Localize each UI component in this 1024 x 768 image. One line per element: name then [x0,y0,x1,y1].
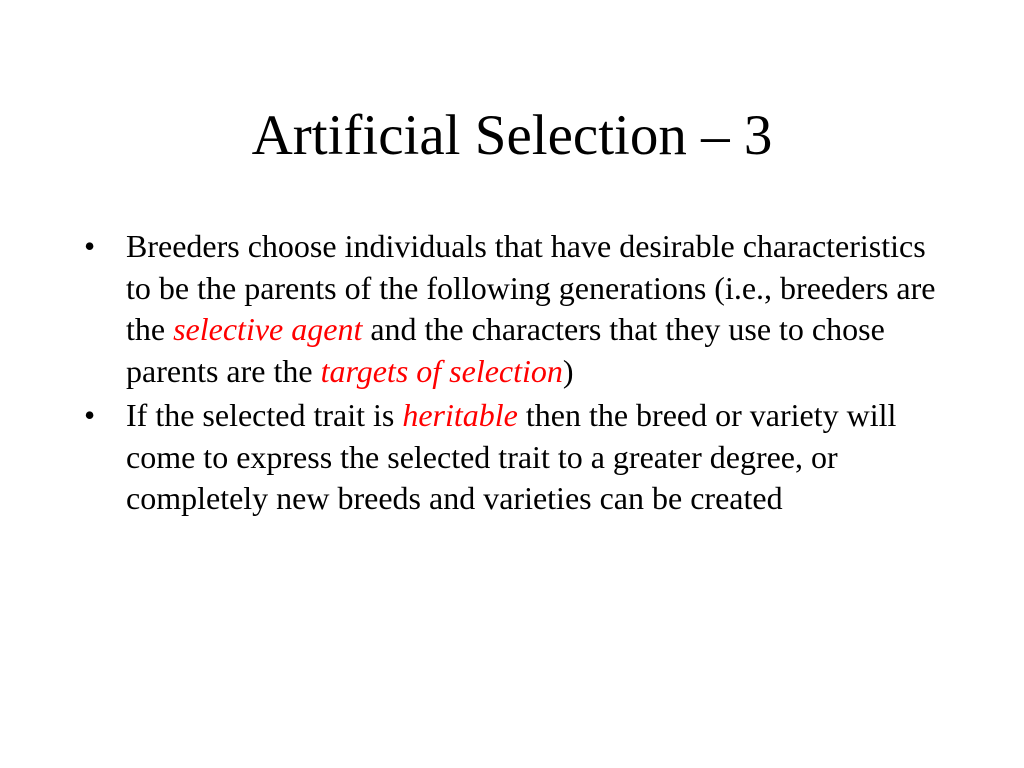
bullet-text [126,228,935,389]
bullet-text-part: Breeders choose individuals that have desirable characteristics to be the parents of the following generations (i.e., breeders are the [126,228,936,347]
highlighted-term: selective agent [173,311,363,347]
bullet-text-part: If the selected trait is [126,397,403,433]
bullet-text-part: then the breed or variety will come to express the selected trait to a greater degree, or completely new breeds and varieties can be created [126,397,897,516]
slide-title: Artificial Selection – 3 [251,104,773,167]
bullet-text [126,397,896,516]
bullet-item-breeders [84,226,944,392]
highlighted-term: targets of selection [320,352,563,389]
bullet-text-part: and the characters that they use to chose parents are the [126,311,885,389]
highlighted-term: heritable [402,397,518,433]
bullet-icon: • [84,397,96,433]
bullet-text-part: ) [562,352,574,389]
bullet-icon: • [84,228,96,264]
bullet-list [84,226,944,523]
bullet-item-heritable [84,395,944,520]
